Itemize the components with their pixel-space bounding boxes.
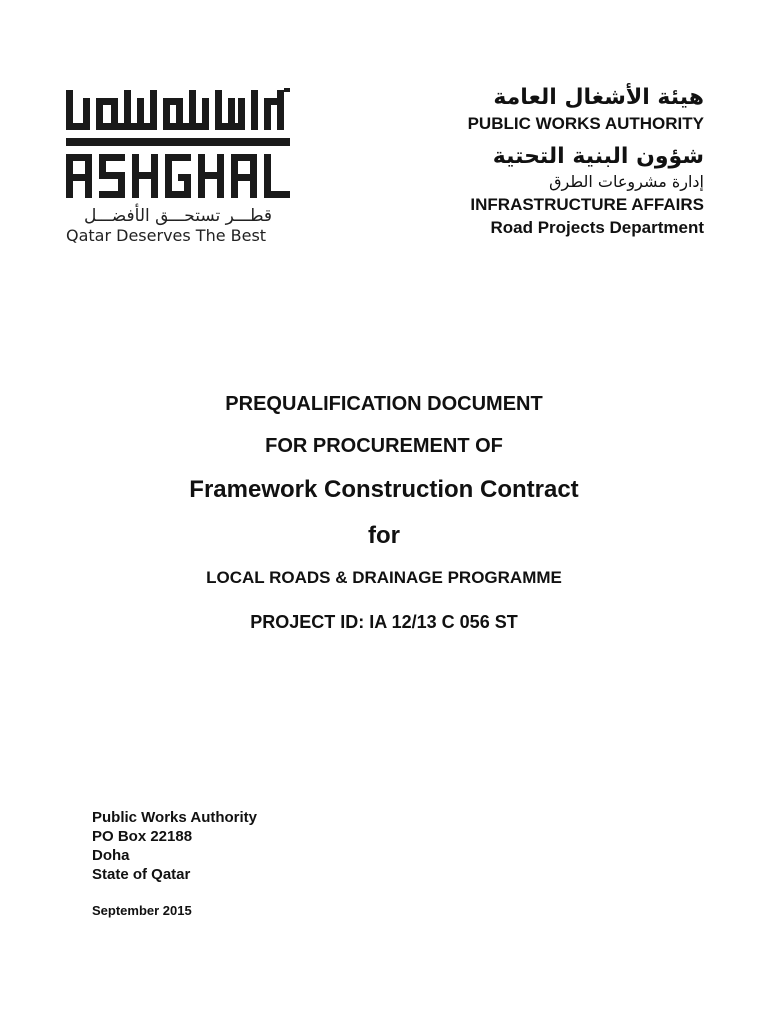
title-line-4: for <box>368 522 400 549</box>
affairs-name-english: INFRASTRUCTURE AFFAIRS <box>470 195 704 214</box>
project-id: PROJECT ID: IA 12/13 C 056 ST <box>250 612 518 632</box>
title-line-1: PREQUALIFICATION DOCUMENT <box>225 393 543 415</box>
department-name-arabic: إدارة مشروعات الطرق <box>549 172 704 191</box>
address-line-4: State of Qatar <box>92 866 191 883</box>
address-block <box>92 808 257 884</box>
title-line-2: FOR PROCUREMENT OF <box>265 435 503 457</box>
department-name-english: Road Projects Department <box>490 218 704 237</box>
title-line-3: Framework Construction Contract <box>189 476 579 503</box>
logo-english-tagline: Qatar Deserves The Best <box>66 226 267 245</box>
logo-arabic-tagline: قطـــر تستحـــق الأفضـــل <box>83 206 273 226</box>
authority-header <box>364 84 704 239</box>
affairs-name-arabic: شؤون البنية التحتية <box>492 144 704 169</box>
authority-name-arabic: هيئة الأشغال العامة <box>493 85 704 110</box>
address-line-2: PO Box 22188 <box>92 828 193 845</box>
document-title <box>0 390 768 634</box>
address-line-3: Doha <box>92 847 130 864</box>
authority-name-english: PUBLIC WORKS AUTHORITY <box>467 114 704 133</box>
document-date: September 2015 <box>92 903 192 918</box>
programme-name: LOCAL ROADS & DRAINAGE PROGRAMME <box>206 568 562 587</box>
ashghal-logo <box>66 88 292 245</box>
address-line-1: Public Works Authority <box>92 809 258 826</box>
ashghal-logo-mark <box>66 88 292 202</box>
